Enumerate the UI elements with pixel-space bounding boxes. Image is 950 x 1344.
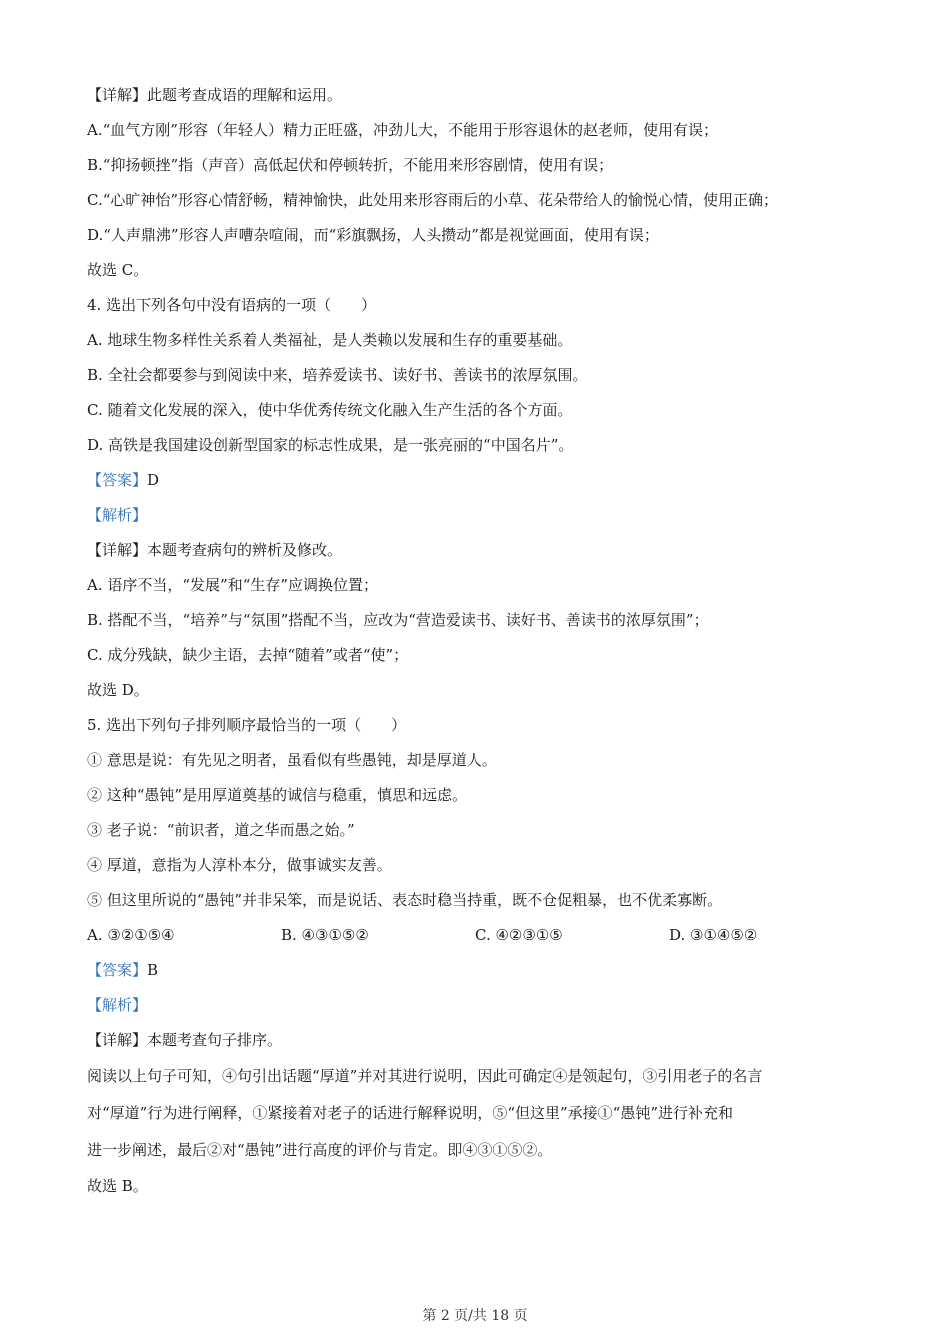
q5-sentence-5: ⑤ 但这里所说的“愚钝”并非呆笨，而是说话、表态时稳当持重，既不仓促粗暴，也不优柔寡断。 [87, 891, 723, 909]
q5-answer-value: B [147, 961, 159, 979]
q3-conclusion: 故选 C。 [87, 261, 149, 279]
q4-option-d: D. 高铁是我国建设创新型国家的标志性成果，是一张亮丽的“中国名片”。 [87, 436, 574, 454]
q5-conclusion: 故选 B。 [87, 1177, 148, 1195]
q5-answer-label: 【答案】 [87, 961, 148, 979]
q5-sentence-2: ② 这种“愚钝”是用厚道奠基的诚信与稳重，慎思和远虑。 [87, 786, 468, 804]
q5-answer [87, 953, 877, 988]
q4-explanation-a: A. 语序不当，“发展”和“生存”应调换位置； [87, 576, 379, 594]
page-number: 第 2 页/共 18 页 [422, 1308, 528, 1324]
q4-option-b: B. 全社会都要参与到阅读中来，培养爱读书、读好书、善读书的浓厚氛围。 [87, 366, 588, 384]
q3-explanation-a: A.“血气方刚”形容（年轻人）精力正旺盛，冲劲儿大，不能用于形容退休的赵老师，使用有误； [87, 121, 718, 139]
q4-conclusion: 故选 D。 [87, 681, 149, 699]
q5-stem: 5. 选出下列句子排列顺序最恰当的一项（ ） [87, 716, 407, 734]
q4-answer [87, 463, 877, 498]
q4-option-c: C. 随着文化发展的深入，使中华优秀传统文化融入生产生活的各个方面。 [87, 401, 573, 419]
q5-options [87, 918, 877, 953]
q5-option-d: D. ③①④⑤② [669, 926, 758, 944]
q4-detail: 【详解】本题考查病句的辨析及修改。 [87, 541, 343, 559]
q5-option-c: C. ④②③①⑤ [475, 926, 563, 944]
q5-detail: 【详解】本题考查句子排序。 [87, 1031, 283, 1049]
q3-explanation-c: C.“心旷神怡”形容心情舒畅，精神愉快，此处用来形容雨后的小草、花朵带给人的愉悦心情，使用正确； [87, 191, 779, 209]
q4-explanation-c: C. 成分残缺，缺少主语，去掉“随着”或者“使”； [87, 646, 409, 664]
q4-answer-label: 【答案】 [87, 471, 148, 489]
q5-paragraph-line-1: 阅读以上句子可知，④句引出话题“厚道”并对其进行说明，因此可确定④是领起句，③引用老子的名言 [87, 1067, 763, 1085]
q5-sentence-1: ① 意思是说：有先见之明者，虽看似有些愚钝，却是厚道人。 [87, 751, 497, 769]
q4-stem: 4. 选出下列各句中没有语病的一项（ ） [87, 296, 377, 314]
q4-option-a: A. 地球生物多样性关系着人类福祉，是人类赖以发展和生存的重要基础。 [87, 331, 573, 349]
q3-detail: 【详解】此题考查成语的理解和运用。 [87, 86, 343, 104]
q4-explanation-b: B. 搭配不当，“培养”与“氛围”搭配不当，应改为“营造爱读书、读好书、善读书的浓厚氛围”； [87, 611, 709, 629]
q5-sentence-3: ③ 老子说：“前识者，道之华而愚之始。” [87, 821, 355, 839]
page-content [87, 78, 877, 1204]
q5-paragraph-line-3: 进一步阐述，最后②对“愚钝”进行高度的评价与肯定。即④③①⑤②。 [87, 1141, 553, 1159]
q5-paragraph-line-2: 对“厚道”行为进行阐释，①紧接着对老子的话进行解释说明，⑤“但这里”承接①“愚钝”进行补充和 [87, 1104, 734, 1122]
q5-option-a: A. ③②①⑤④ [87, 926, 175, 944]
q4-answer-value: D [147, 471, 160, 489]
q4-analysis-label: 【解析】 [87, 506, 148, 524]
q3-explanation-b: B.“抑扬顿挫”指（声音）高低起伏和停顿转折，不能用来形容剧情，使用有误； [87, 156, 614, 174]
q5-option-b: B. ④③①⑤② [281, 926, 369, 944]
q5-analysis-label: 【解析】 [87, 996, 148, 1014]
q5-sentence-4: ④ 厚道，意指为人淳朴本分，做事诚实友善。 [87, 856, 392, 874]
q3-explanation-d: D.“人声鼎沸”形容人声嘈杂喧闹，而“彩旗飘扬，人头攒动”都是视觉画面，使用有误； [87, 226, 659, 244]
